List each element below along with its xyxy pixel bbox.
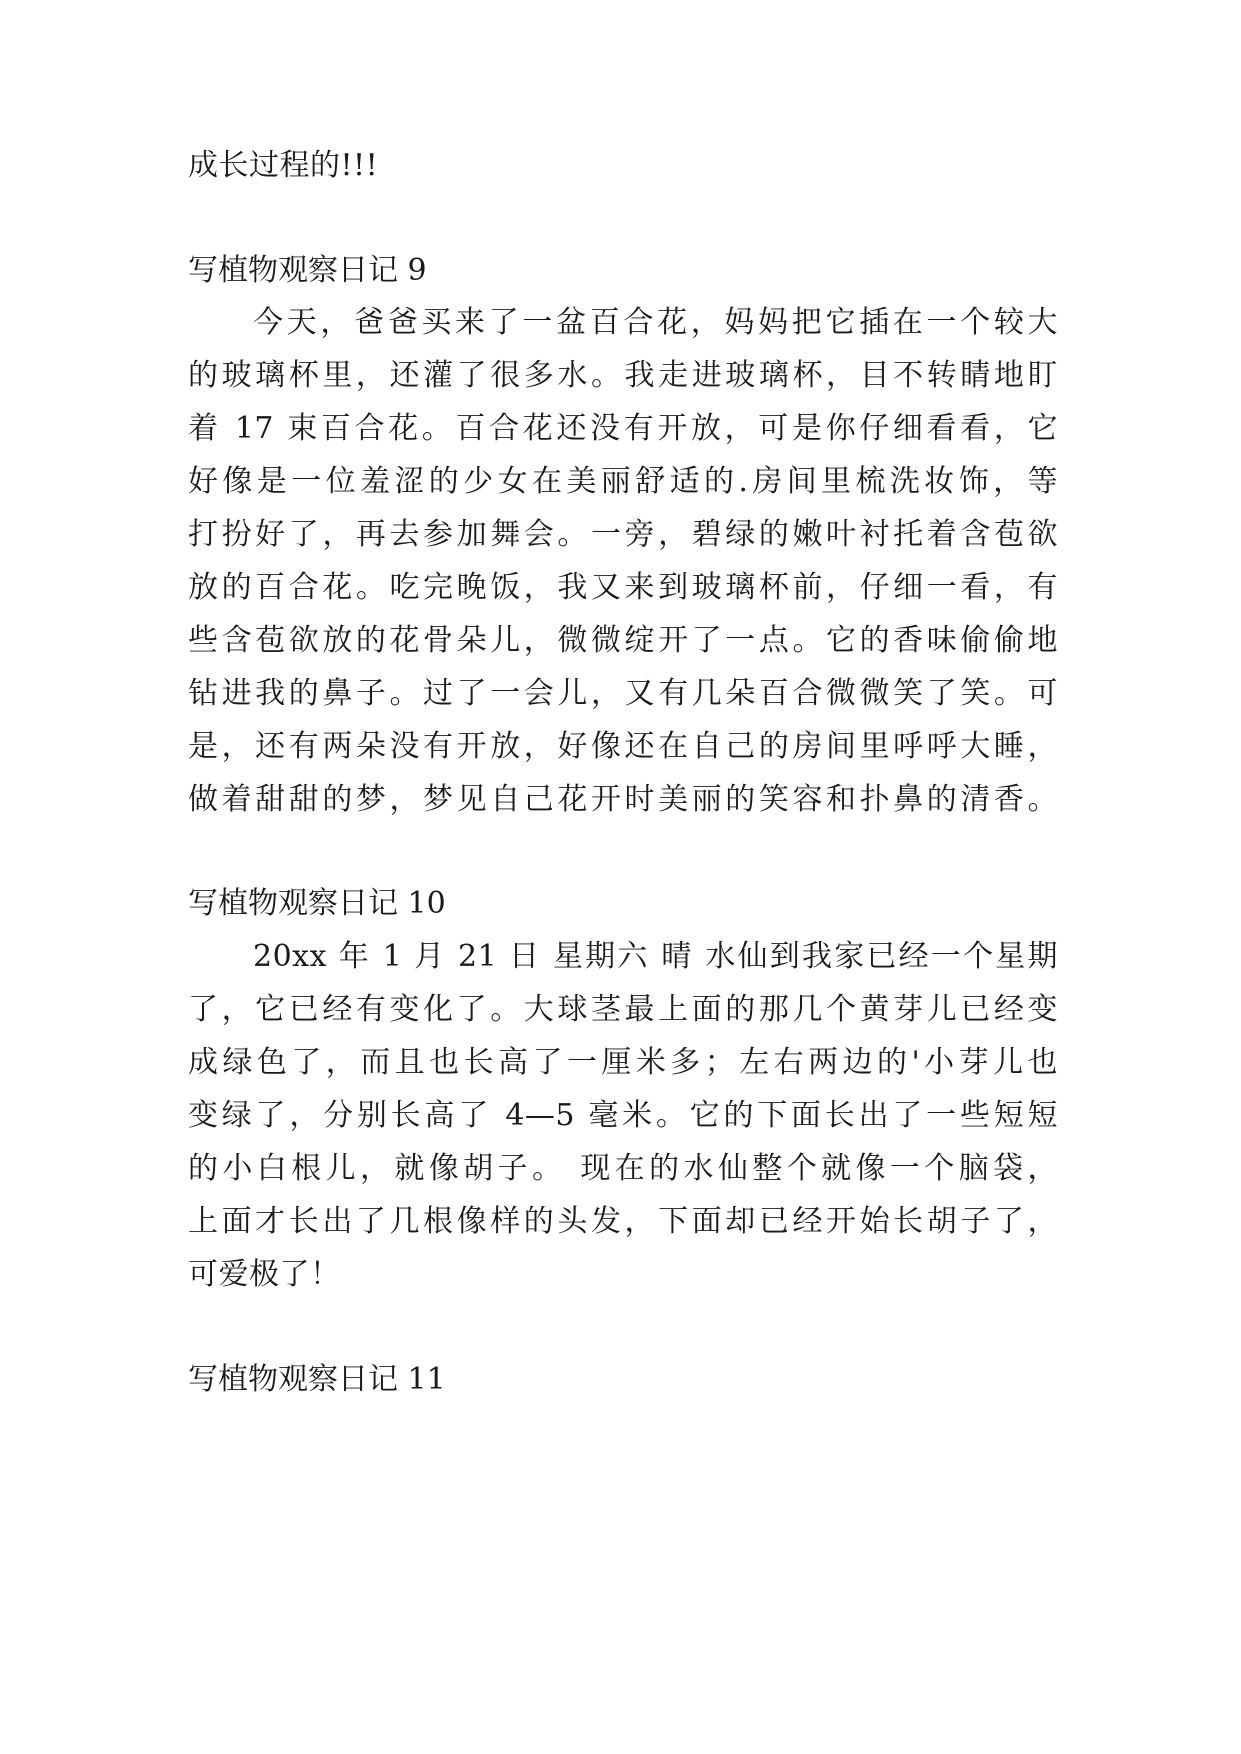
paragraph-line: 是，还有两朵没有开放，好像还在自己的房间里呼呼大睡， <box>188 729 1058 764</box>
paragraph-line: 着 17 束百合花。百合花还没有开放，可是你仔细看看，它 <box>188 411 1058 446</box>
section-heading: 写植物观察日记 11 <box>188 1362 446 1397</box>
paragraph-line: 今天，爸爸买来了一盆百合花，妈妈把它插在一个较大 <box>253 305 1058 340</box>
paragraph-line: 好像是一位羞涩的少女在美丽舒适的.房间里梳洗妆饰，等 <box>188 464 1058 499</box>
paragraph-line: 可爱极了！ <box>188 1257 341 1292</box>
paragraph-line: 放的百合花。吃完晚饭，我又来到玻璃杯前，仔细一看，有 <box>188 570 1058 605</box>
paragraph-line: 了，它已经有变化了。大球茎最上面的那几个黄芽儿已经变 <box>188 992 1058 1027</box>
paragraph-line: 的小白根儿，就像胡子。 现在的水仙整个就像一个脑袋， <box>188 1151 1058 1186</box>
paragraph-line: 成绿色了，而且也长高了一厘米多；左右两边的'小芽儿也 <box>188 1045 1058 1080</box>
paragraph-line: 上面才长出了几根像样的头发，下面却已经开始长胡子了， <box>188 1204 1058 1239</box>
paragraph-line: 变绿了，分别长高了 4—5 毫米。它的下面长出了一些短短 <box>188 1098 1058 1133</box>
paragraph-line: 钻进我的鼻子。过了一会儿，又有几朵百合微微笑了笑。可 <box>188 676 1058 711</box>
paragraph-line: 打扮好了，再去参加舞会。一旁，碧绿的嫩叶衬托着含苞欲 <box>188 517 1058 552</box>
paragraph-line: 20xx 年 1 月 21 日 星期六 晴 水仙到我家已经一个星期 <box>253 939 1058 974</box>
section-heading: 写植物观察日记 9 <box>188 253 427 288</box>
section-heading: 写植物观察日记 10 <box>188 886 446 921</box>
paragraph-line: 做着甜甜的梦，梦见自己花开时美丽的笑容和扑鼻的清香。 <box>188 782 1058 817</box>
paragraph-line: 的玻璃杯里，还灌了很多水。我走进玻璃杯，目不转睛地盯 <box>188 358 1058 393</box>
paragraph-line: 些含苞欲放的花骨朵儿，微微绽开了一点。它的香味偷偷地 <box>188 623 1058 658</box>
intro-tail-line: 成长过程的!!! <box>188 148 379 183</box>
